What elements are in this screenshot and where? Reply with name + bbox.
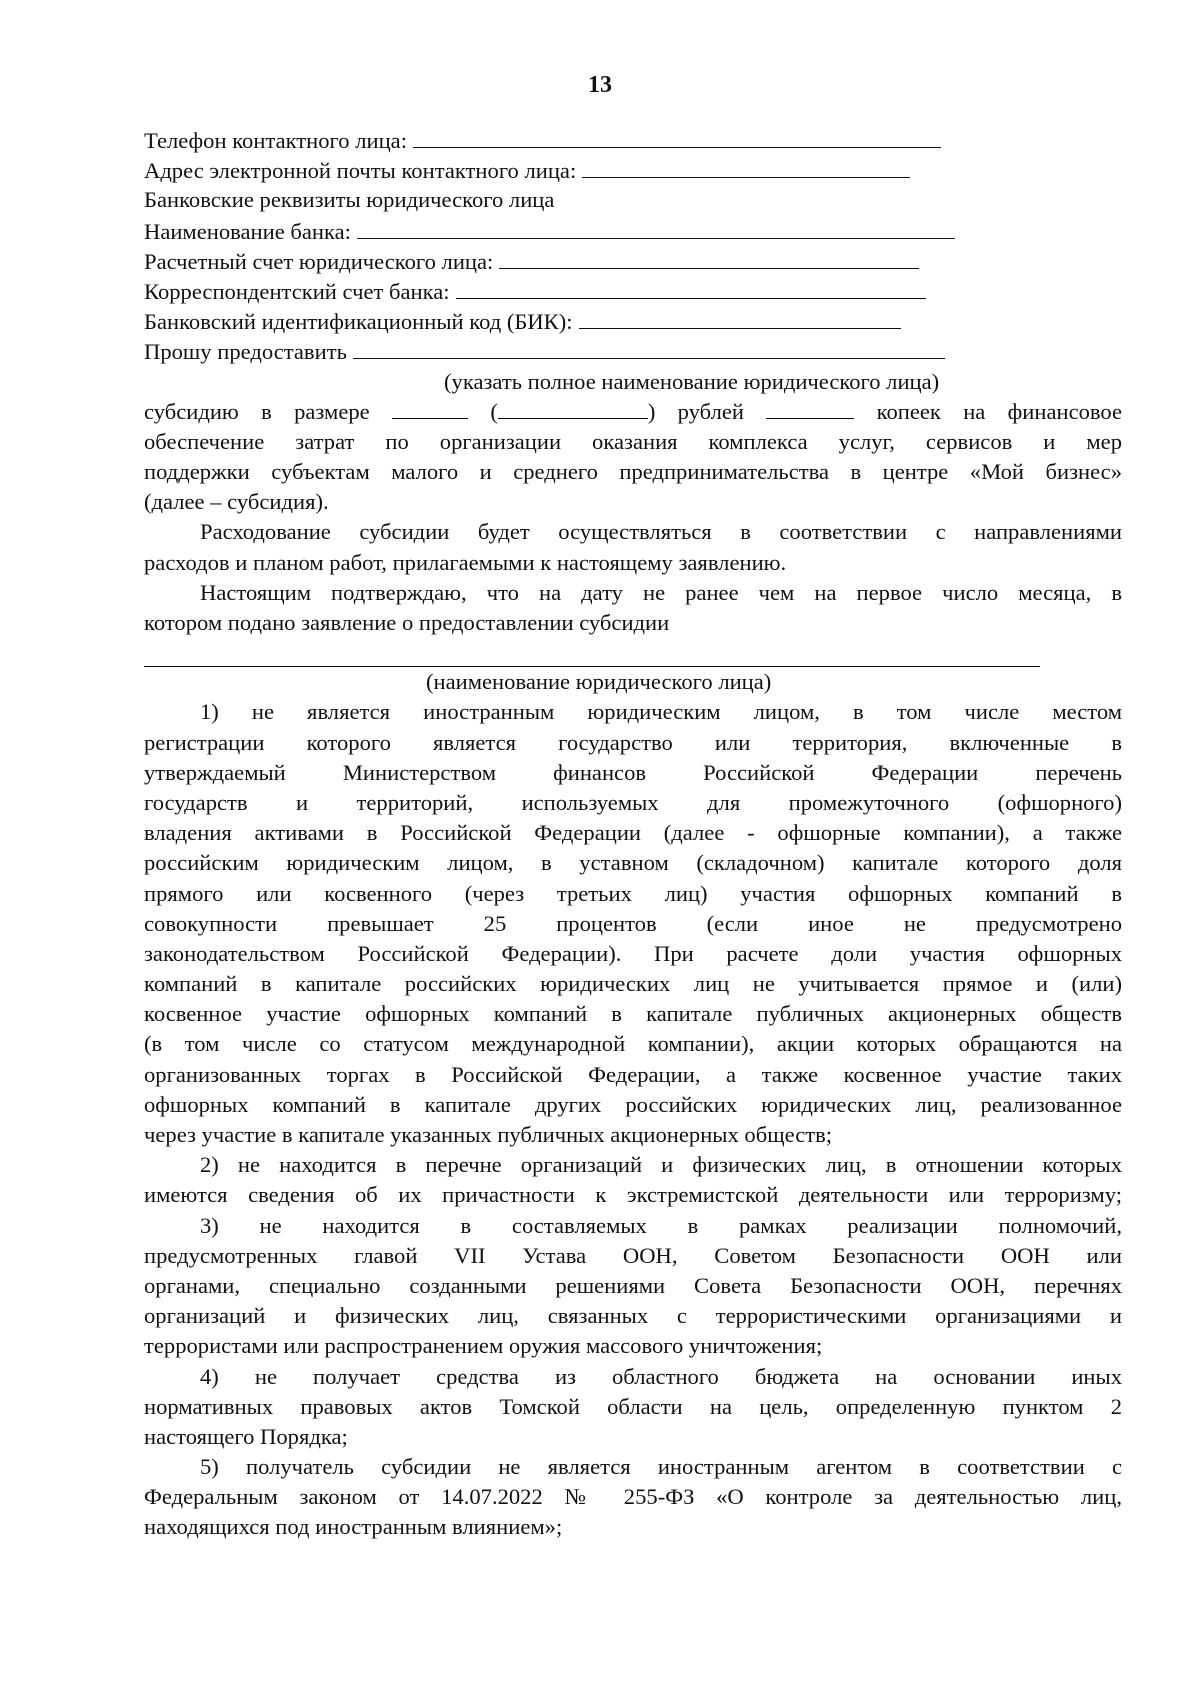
field-bank-name [144,216,1122,246]
subsidy-amount-line: субсидию в размере ( ) рублей копеек на финансовое [144,398,1123,424]
list-item: 4) не получает средства из областного бюджета на основании иных нормативных правовых актов Томской области на цель, определенную пунктом 2 настоящего Порядка; [144,1363,1122,1449]
caption-full-name: (указать полное наименование юридического лица) [444,368,940,394]
field-label: Телефон контактного лица: [144,128,407,153]
caption-legal-entity: (наименование юридического лица) [426,669,772,695]
amount-words-blank [498,398,648,419]
field-label: Наименование банка: [144,218,351,244]
field-bik [144,306,1122,336]
field-label: Банковский идентификационный код (БИК): [144,309,573,335]
page-number: 13 [588,72,612,98]
fill-line [582,155,910,178]
document-body [144,125,1122,1543]
text-line: Расходование субсидии будет осуществляться в соответствии с направлениями [200,519,1122,545]
fill-line [353,336,945,359]
field-label: Банковские реквизиты юридического лица [144,187,555,213]
text-line: (далее – субсидия). [144,489,329,515]
legal-entity-fill-line [144,640,1040,667]
field-label: Адрес электронной почты контактного лица: [144,158,577,184]
field-label: Прошу предоставить [144,339,347,365]
list-item: 1) не является иностранным юридическим лицом, в том числе местом регистрации которого является государство или территория, включенные в утверждаемый Министерством финансов Российской Федерации перечень государств и территорий, используемых для промежуточного (офшорного) владения активами в Российской Федерации (далее - офшорные компании), а также российским юридическим лицом, в уставном (складочном) капитале которого доля прямого или косвенного (через третьих лиц) участия офшорных компаний в совокупности превышает 25 процентов (если иное не предусмотрено законодательством Российской Федерации). При расчете доли участия офшорных компаний в капитале российских юридических лиц не учитывается прямое и (или) косвенное участие офшорных компаний в капитале публичных акционерных обществ (в том числе со статусом международной компании), акции которых обращаются на организованных торгах в Российской Федерации, а также косвенное участие таких офшорных компаний в капитале других российских юридических лиц, реализованное через участие в капитале указанных публичных акционерных обществ; [144,699,1122,1147]
text-line: поддержки субъектам малого и среднего предпринимательства в центре «Мой бизнес» [144,459,1122,485]
list-item: 5) получатель субсидии не является иностранным агентом в соответствии с Федеральным законом от 14.07.2022 № 255-ФЗ «О контроле за деятельностью лиц, находящихся под иностранным влиянием»; [144,1454,1122,1540]
text-line: котором подано заявление о предоставлении субсидии [144,610,670,635]
text-line: обеспечение затрат по организации оказания комплекса услуг, сервисов и мер [144,428,1122,454]
field-request [144,336,1122,366]
field-contact-phone [144,125,1122,155]
fill-line [499,246,919,269]
field-label: Расчетный счет юридического лица: [144,248,494,274]
text-line: Настоящим подтверждаю, что на дату не ранее чем на первое число месяца, в [200,579,1122,605]
field-correspondent-account [144,276,1122,306]
kopeck-blank [766,398,854,419]
field-label: Корреспондентский счет банка: [144,278,450,304]
list-item: 3) не находится в составляемых в рамках реализации полномочий, предусмотренных главой VII Устава ООН, Советом Безопасности ООН или органами, специально созданными решениями Совета Безопасности ООН, перечнях организаций и физических лиц, связанных с террористическими организациями и террористами или распространением оружия массового уничтожения; [144,1212,1122,1359]
fill-line [357,216,955,239]
text-line: расходов и планом работ, прилагаемыми к настоящему заявлению. [144,549,787,575]
fill-line [413,125,941,148]
amount-blank [392,398,468,419]
list-item: 2) не находится в перечне организаций и физических лиц, в отношении которых имеются сведения об их причастности к экстремистской деятельности или терроризму; [144,1152,1122,1208]
fill-line [456,276,926,299]
field-settlement-account [144,246,1122,276]
field-contact-email [144,155,1122,185]
section-bank-details [144,185,1122,215]
fill-line [579,306,901,329]
